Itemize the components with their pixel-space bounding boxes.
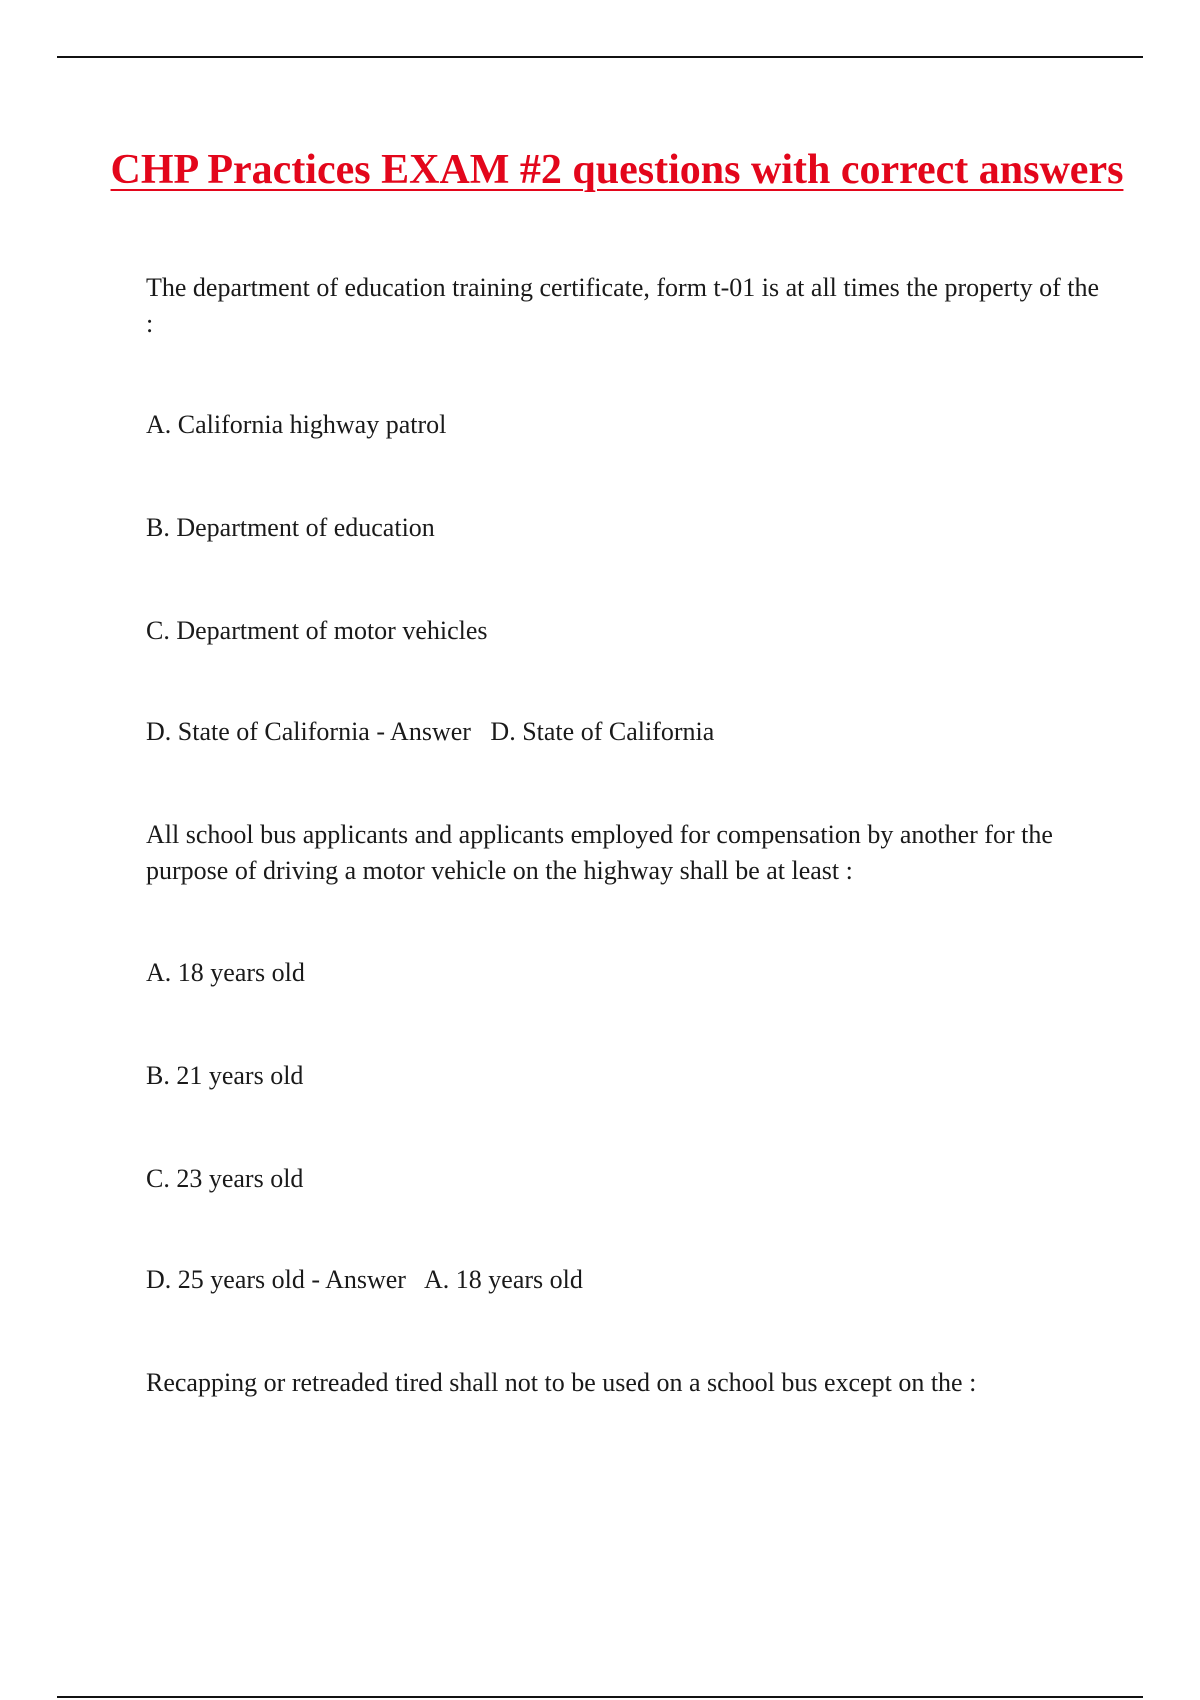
question-2-option-d-answer: D. 25 years old - Answer A. 18 years old	[146, 1265, 583, 1294]
question-1-text: The department of education training certificate, form t-01 is at all times the property of the :	[146, 273, 1106, 338]
question-2-option-b: B. 21 years old	[146, 1061, 304, 1090]
document-title: CHP Practices EXAM #2 questions with correct answers	[110, 147, 1124, 193]
question-3-text: Recapping or retreaded tired shall not to be used on a school bus except on the :	[146, 1368, 977, 1397]
question-1-option-c: C. Department of motor vehicles	[146, 616, 488, 645]
question-1-option-d-answer: D. State of California - Answer D. State of California	[146, 717, 715, 746]
question-2-option-a: A. 18 years old	[146, 958, 305, 987]
question-2-text: All school bus applicants and applicants employed for compensation by another for the purpose of driving a motor vehicle on the highway shall be at least :	[146, 820, 1060, 885]
question-1-option-a: A. California highway patrol	[146, 410, 447, 439]
top-rule	[57, 56, 1143, 58]
bottom-rule	[57, 1696, 1143, 1698]
question-1-option-b: B. Department of education	[146, 513, 435, 542]
question-2-option-c: C. 23 years old	[146, 1164, 304, 1193]
